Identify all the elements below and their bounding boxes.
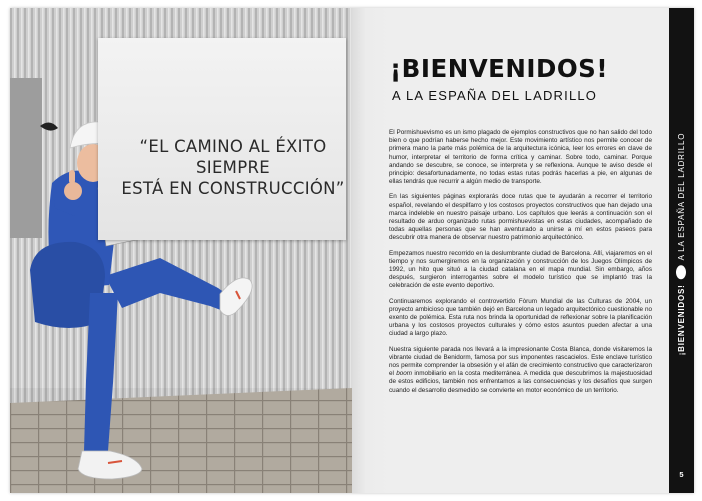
page-number: 5: [679, 470, 684, 479]
page-title: ¡BIENVENIDOS!: [390, 54, 609, 83]
cover-photo: [10, 8, 352, 493]
paragraph: El Pormishuevismo es un ismo plagado de ejemplos constructivos que no han salido del todo bien o que podrían haberse hecho mejor. Este movimiento artístico nos permite conocer de primera mano la parte más polémica de la arquitectura icónica, leer los errores en clave de humor, interpretar el territorio de forma crítica y caminar. Sobre todo, caminar. Porque andando se descubre, se conoce, se interpreta y se reflexiona. Aunque te aviso desde el principio: desafortunadamente, no todas estas rutas podrás hacerlas a pie, en algunas de ellas tendrás que recurrir a algún medio de transporte.: [389, 129, 652, 186]
side-tab-title: ¡BIENVENIDOS!: [676, 284, 686, 356]
paragraph: En las siguientes páginas explorarás doce rutas que te ayudarán a recorrer el territorio español, revelando el despilfarro y los costosos proyectos constructivos que han dejado una marca indeleble en nuestro paisaje urbano. Los capítulos que leerás a continuación son el resultado de arduo organizado rutas pormishuevistas en estas ciudades, acompañado de todas aquellas personas que se han aventurado a unirse a mí en estos paseos para descubrir otra manera de observar nuestro patrimonio arquitectónico.: [389, 193, 652, 242]
side-tab-subtitle: A LA ESPAÑA DEL LADRILLO: [676, 132, 686, 261]
paragraph: [389, 346, 652, 395]
banner-quote-line1: “EL CAMINO AL ÉXITO SIEMPRE: [139, 137, 327, 177]
paragraph-text: inmobiliario en la costa mediterránea. A medida que descubrimos la majestuosidad de estos edificios, también nos enfrentamos a las consecuencias y los desafíos que surgen cuando el desarrollo desmedido se convierte en motor económico de un territorio.: [389, 370, 653, 394]
paragraph: Continuaremos explorando el controvertido Fòrum Mundial de las Culturas de 2004, un proyecto ambicioso que también dejó en Barcelona un legado arquitectónico cuestionable no exento de polémica. Esta ruta nos brinda la oportunidad de reflexionar sobre la planificación urbana y los costosos proyectos culturales y cómo estos asuntos pueden afectar a una ciudad a largo plazo.: [389, 297, 652, 338]
magazine-spread: [10, 8, 694, 493]
text-page: [352, 8, 669, 493]
paragraph: Empezamos nuestro recorrido en la deslumbrante ciudad de Barcelona. Allí, viajaremos en el tiempo y nos sumergiremos en la organización y construcción de los Juegos Olímpicos de 1992, un hito que situó a la ciudad catalana en el mapa mundial. Sin embargo, años después, surgieron interrogantes sobre el modelo turístico que se implantó tras la celebración de este evento deportivo.: [389, 249, 652, 290]
fence-panel: [10, 78, 42, 238]
side-tab-label: [676, 133, 686, 356]
side-tab: [669, 8, 694, 493]
dot-icon: [676, 265, 686, 279]
banner-quote: [120, 136, 346, 199]
banner-quote-line2: ESTÁ EN CONSTRUCCIÓN”: [121, 179, 345, 198]
body-text: [389, 129, 652, 402]
paragraph-text: Nuestra siguiente parada nos llevará a la impresionante Costa Blanca, donde visitaremos la vibrante ciudad de Benidorm, famosa por sus imponentes rascacielos. Este enclave turístico nos permite comprender la obsesión y el afán de crecimiento constructivo que caracterizaron el: [389, 345, 652, 378]
emphasis-boom: boom: [396, 370, 413, 378]
page-subtitle: A LA ESPAÑA DEL LADRILLO: [392, 88, 598, 103]
